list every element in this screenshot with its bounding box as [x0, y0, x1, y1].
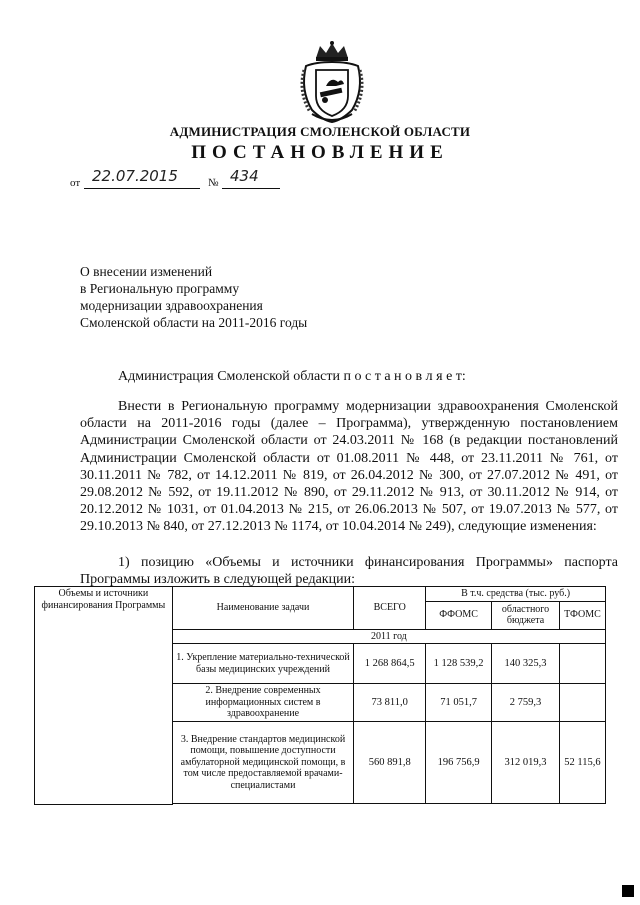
handwritten-date: 22.07.2015 [92, 167, 178, 185]
ffoms-cell: 1 128 539,2 [426, 644, 492, 684]
body-text [80, 398, 618, 536]
date-underline [84, 188, 200, 189]
coat-of-arms-emblem [298, 40, 366, 124]
organization-header: АДМИНИСТРАЦИЯ СМОЛЕНСКОЙ ОБЛАСТИ [169, 124, 471, 139]
document-subject [80, 263, 380, 331]
tfoms-cell [559, 644, 605, 684]
date-prefix: от [70, 177, 81, 189]
header-regional-budget: областного бюджета [492, 601, 560, 629]
tfoms-cell: 52 115,6 [559, 722, 605, 804]
header-task-name: Наименование задачи [172, 587, 354, 630]
handwritten-number: 434 [230, 167, 259, 185]
ffoms-cell: 71 051,7 [426, 684, 492, 722]
total-cell: 73 811,0 [354, 684, 426, 722]
regional-budget-cell: 312 019,3 [492, 722, 560, 804]
subject-line: Смоленской области на 2011-2016 годы [80, 315, 308, 330]
header-including-funds: В т.ч. средства (тыс. руб.) [426, 587, 606, 602]
number-prefix: № [208, 177, 219, 189]
subject-line: в Региональную программу [80, 281, 240, 296]
regional-budget-cell: 140 325,3 [492, 644, 560, 684]
header-tfoms: ТФОМС [559, 601, 605, 629]
amendment-item [80, 554, 618, 588]
header-total: ВСЕГО [354, 587, 426, 630]
header-ffoms: ФФОМС [426, 601, 492, 629]
date-number-line [70, 167, 330, 189]
tfoms-cell [559, 684, 605, 722]
scan-corner-mark [622, 885, 634, 897]
table-spacer [172, 804, 605, 805]
header-funding-sources: Объемы и источники финансирования Программы [35, 587, 173, 805]
subject-line: модернизации здравоохранения [80, 298, 263, 313]
task-name-cell: 3. Внедрение стандартов медицинской помощи, повышение доступности амбулаторной медицинской помощи, в том числе предоставляемой врачами-специалистами [172, 722, 354, 804]
amendment-item-text: 1) позицию «Объемы и источники финансирования Программы» паспорта Программы изложить в следующей редакции: [80, 555, 618, 588]
resolution-intro: Администрация Смоленской области п о с т а н о в л я е т: [118, 369, 466, 384]
task-name-cell: 2. Внедрение современных информационных систем в здравоохранение [172, 684, 354, 722]
number-underline [222, 188, 280, 189]
document-type-title: ПОСТАНОВЛЕНИЕ [191, 142, 449, 163]
financing-table [34, 586, 606, 805]
subject-line: О внесении изменений [80, 264, 213, 279]
regional-budget-cell: 2 759,3 [492, 684, 560, 722]
ffoms-cell: 196 756,9 [426, 722, 492, 804]
total-cell: 1 268 864,5 [354, 644, 426, 684]
body-paragraph: Внести в Региональную программу модернизации здравоохранения Смоленской области на 2011-2016 годы (далее – Программа), утвержденную постановлением Администрации Смоленской области от 24.03.2011 № 168 (в редакции постановлений Администрации Смоленской области от 01.08.2011 № 448, от 23.11.2011 № 761, от 30.11.2011 № 782, от 14.12.2011 № 819, от 26.04.2012 № 300, от 27.07.2012 № 491, от 29.08.2012 № 592, от 19.11.2012 № 890, от 29.11.2012 № 913, от 30.11.2012 № 914, от 20.12.2012 № 1031, от 01.04.2013 № 215, от 26.06.2013 № 507, от 19.07.2013 № 577, от 29.10.2013 № 840, от 27.12.2013 № 1174, от 10.04.2014 № 249), следующие изменения: [80, 399, 618, 535]
total-cell: 560 891,8 [354, 722, 426, 804]
task-name-cell: 1. Укрепление материально-технической базы медицинских учреждений [172, 644, 354, 684]
year-row: 2011 год [172, 629, 605, 644]
